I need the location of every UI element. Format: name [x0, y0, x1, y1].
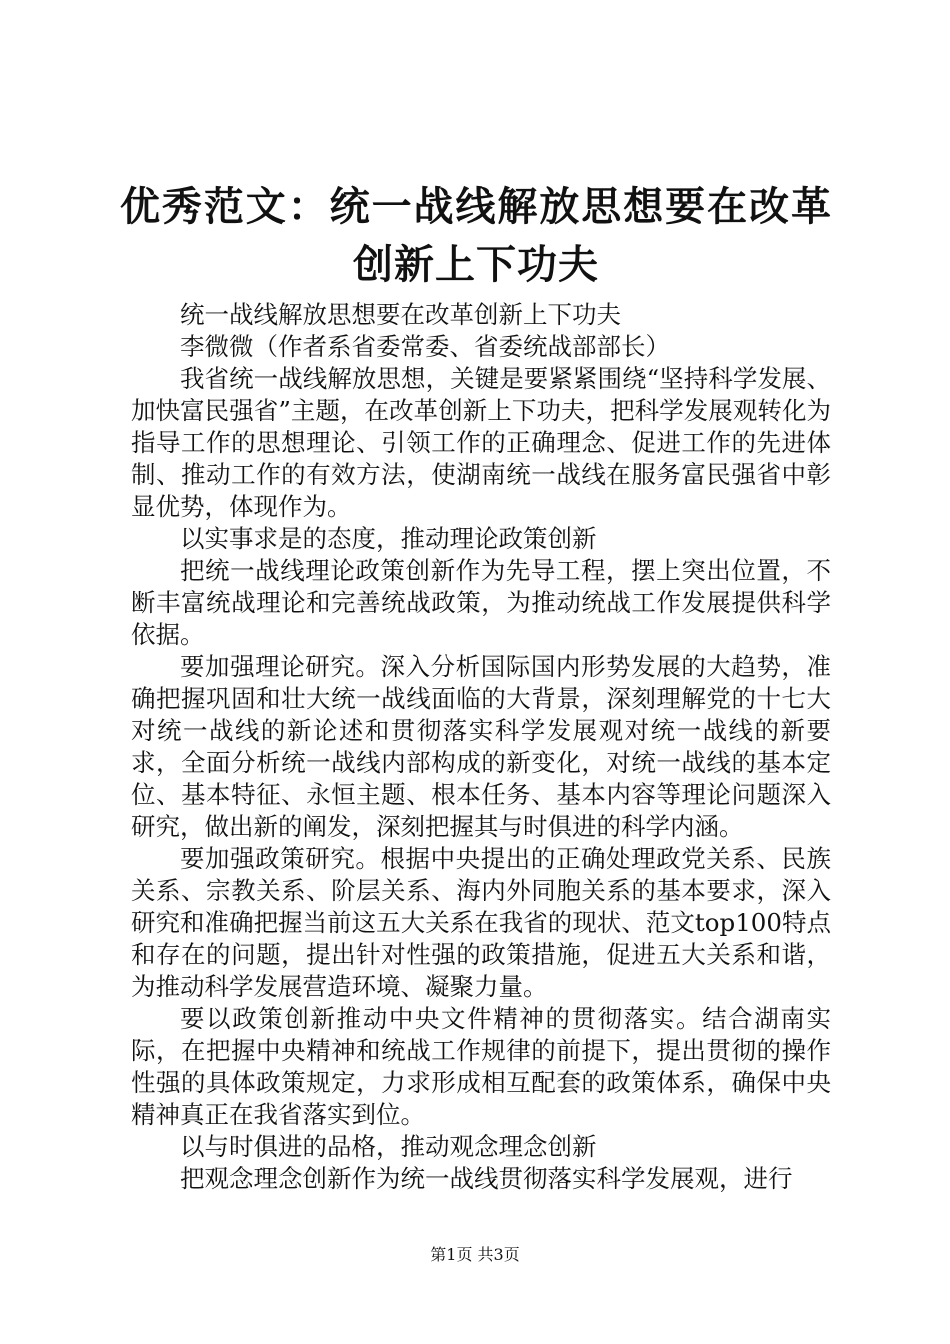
body-paragraph: 把统一战线理论政策创新作为先导工程，摆上突出位置，不断丰富统战理论和完善统战政策，为推动统战工作发展提供科学依据。 [131, 556, 831, 649]
document-body [131, 299, 831, 1195]
body-paragraph: 我省统一战线解放思想，关键是要紧紧围绕“坚持科学发展、加快富民强省”主题，在改革创新上下功夫，把科学发展观转化为指导工作的思想理论、引领工作的正确理念、促进工作的先进体制、推动工作的有效方法，使湖南统一战线在服务富民强省中彰显优势，体现作为。 [131, 364, 831, 521]
page-footer: 第1页 共3页 [430, 1245, 520, 1264]
subtitle-paragraph: 统一战线解放思想要在改革创新上下功夫 [180, 300, 621, 329]
body-paragraph: 把观念理念创新作为统一战线贯彻落实科学发展观，进行 [180, 1164, 793, 1193]
body-paragraph: 要加强政策研究。根据中央提出的正确处理政党关系、民族关系、宗教关系、阶层关系、海内外同胞关系的基本要求，深入研究和准确把握当前这五大关系在我省的现状、范文top100特点和存在的问题，提出针对性强的政策措施，促进五大关系和谐，为推动科学发展营造环境、凝聚力量。 [131, 844, 831, 1001]
body-paragraph: 要加强理论研究。深入分析国际国内形势发展的大趋势，准确把握巩固和壮大统一战线面临的大背景，深刻理解党的十七大对统一战线的新论述和贯彻落实科学发展观对统一战线的新要求，全面分析统一战线内部构成的新变化，对统一战线的基本定位、基本特征、永恒主题、根本任务、基本内容等理论问题深入研究，做出新的阐发，深刻把握其与时俱进的科学内涵。 [131, 652, 831, 841]
section-heading: 以与时俱进的品格，推动观念理念创新 [180, 1132, 597, 1161]
section-heading: 以实事求是的态度，推动理论政策创新 [180, 524, 597, 553]
author-paragraph: 李微微（作者系省委常委、省委统战部部长） [180, 332, 670, 361]
document-title: 优秀范文：统一战线解放思想要在改革创新上下功夫 [120, 184, 832, 288]
body-paragraph: 要以政策创新推动中央文件精神的贯彻落实。结合湖南实际，在把握中央精神和统战工作规律的前提下，提出贯彻的操作性强的具体政策规定，力求形成相互配套的政策体系，确保中央精神真正在我省落实到位。 [131, 1004, 831, 1129]
